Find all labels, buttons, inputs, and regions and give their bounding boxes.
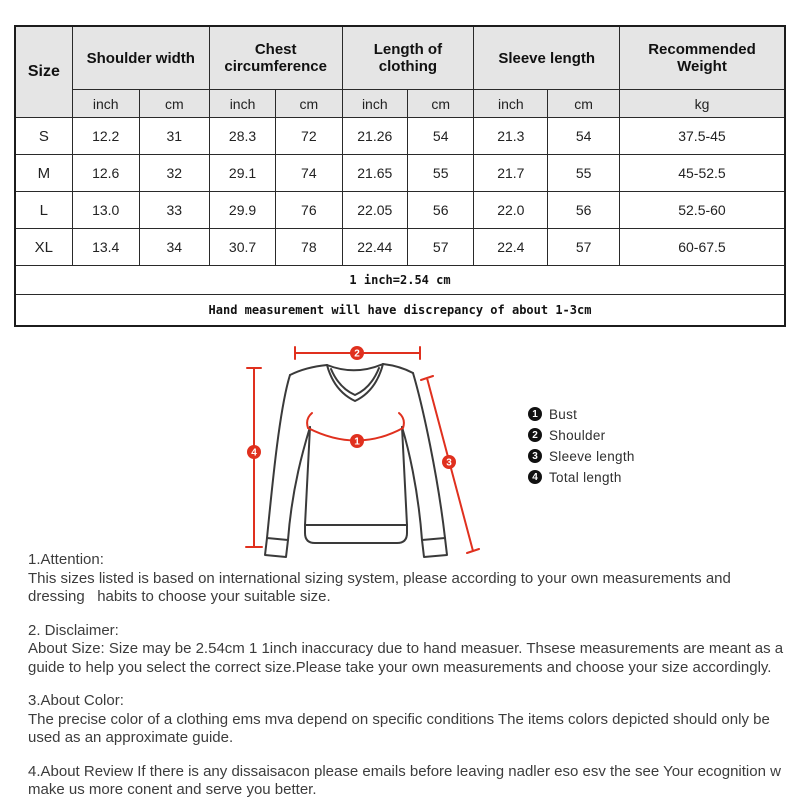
cell: 60-67.5 — [619, 229, 785, 266]
cell: 54 — [408, 118, 474, 155]
col-header-sleeve-length: Sleeve length — [474, 26, 620, 90]
legend-label: Total length — [549, 469, 622, 485]
note-inch-conversion: 1 inch=2.54 cm — [15, 266, 785, 295]
cell: 21.3 — [474, 118, 548, 155]
legend-number-3: 3 — [528, 449, 542, 463]
measurement-lines — [246, 347, 479, 553]
table-row-m — [15, 155, 785, 192]
subheader-cm: cm — [139, 90, 209, 118]
measure-markers — [247, 346, 456, 469]
table-note-inch — [15, 266, 785, 295]
cell: 29.1 — [209, 155, 275, 192]
cell: 28.3 — [209, 118, 275, 155]
cell: 52.5-60 — [619, 192, 785, 229]
size-chart-table — [14, 25, 786, 327]
table-row-l — [15, 192, 785, 229]
cell: 33 — [139, 192, 209, 229]
legend-label: Sleeve length — [549, 448, 635, 464]
subheader-inch: inch — [474, 90, 548, 118]
table-note-measurement — [15, 295, 785, 327]
cell: 21.26 — [342, 118, 408, 155]
size-label: XL — [15, 229, 72, 266]
cell: 22.44 — [342, 229, 408, 266]
about-color-section — [28, 692, 786, 748]
about-color-body: The precise color of a clothing ems mva depend on specific conditions The items colors depicted should only be used as an approximate guide. — [28, 710, 783, 746]
col-header-shoulder-width: Shoulder width — [72, 26, 209, 90]
cell: 78 — [276, 229, 342, 266]
size-label: M — [15, 155, 72, 192]
cell: 74 — [276, 155, 342, 192]
col-header-size: Size — [15, 26, 72, 118]
disclaimer-title: 2. Disclaimer: — [28, 621, 119, 639]
disclaimer-body: About Size: Size may be 2.54cm 1 1inch inaccuracy due to hand measuer. Thsese measurements are meant as a guide to help you select the correct size.Please take your own measurements and choose your size accordingly. — [28, 640, 796, 676]
notes-section — [28, 551, 796, 800]
subheader-inch: inch — [209, 90, 275, 118]
cell: 54 — [548, 118, 620, 155]
attention-body: This sizes listed is based on international sizing system, please according to your own measurements and dressing habits to choose your suitable size. — [28, 569, 736, 605]
subheader-inch: inch — [72, 90, 139, 118]
cell: 55 — [548, 155, 620, 192]
col-header-recommended-weight: Recommended Weight — [619, 26, 785, 90]
cell: 12.6 — [72, 155, 139, 192]
legend-number-2: 2 — [528, 428, 542, 442]
cell: 34 — [139, 229, 209, 266]
cell: 13.0 — [72, 192, 139, 229]
about-review-section — [28, 762, 794, 800]
cell: 12.2 — [72, 118, 139, 155]
cell: 32 — [139, 155, 209, 192]
col-header-length-of-clothing: Length of clothing — [342, 26, 474, 90]
cell: 72 — [276, 118, 342, 155]
legend-label: Bust — [549, 406, 578, 422]
table-row-s — [15, 118, 785, 155]
attention-title: 1.Attention: — [28, 551, 104, 568]
legend-item-bust — [528, 404, 635, 424]
cell: 22.05 — [342, 192, 408, 229]
size-label: L — [15, 192, 72, 229]
cell: 22.0 — [474, 192, 548, 229]
cell: 56 — [548, 192, 620, 229]
cell: 13.4 — [72, 229, 139, 266]
disclaimer-section — [28, 621, 796, 678]
subheader-cm: cm — [276, 90, 342, 118]
subheader-kg: kg — [619, 90, 785, 118]
sweater-outline — [265, 364, 447, 557]
cell: 57 — [548, 229, 620, 266]
cell: 21.65 — [342, 155, 408, 192]
attention-section — [28, 551, 786, 607]
legend-item-sleeve-length — [528, 446, 635, 466]
legend-item-shoulder — [528, 425, 635, 445]
cell: 56 — [408, 192, 474, 229]
cell: 57 — [408, 229, 474, 266]
marker-1-number: 1 — [354, 436, 360, 448]
cell: 76 — [276, 192, 342, 229]
subheader-cm: cm — [408, 90, 474, 118]
about-color-title: 3.About Color: — [28, 692, 124, 709]
legend-item-total-length — [528, 467, 635, 487]
cell: 21.7 — [474, 155, 548, 192]
legend-number-1: 1 — [528, 407, 542, 421]
cell: 55 — [408, 155, 474, 192]
marker-3-number: 3 — [446, 457, 452, 469]
size-label: S — [15, 118, 72, 155]
note-hand-measurement: Hand measurement will have discrepancy of about 1-3cm — [15, 295, 785, 327]
cell: 22.4 — [474, 229, 548, 266]
table-row-xl — [15, 229, 785, 266]
sweater-diagram — [230, 335, 530, 565]
subheader-inch: inch — [342, 90, 408, 118]
cell: 31 — [139, 118, 209, 155]
legend-number-4: 4 — [528, 470, 542, 484]
marker-2-number: 2 — [354, 348, 360, 360]
legend-label: Shoulder — [549, 427, 606, 443]
subheader-cm: cm — [548, 90, 620, 118]
cell: 45-52.5 — [619, 155, 785, 192]
cell: 37.5-45 — [619, 118, 785, 155]
measure-legend — [528, 404, 635, 488]
cell: 30.7 — [209, 229, 275, 266]
col-header-chest-circumference: Chest circumference — [209, 26, 342, 90]
cell: 29.9 — [209, 192, 275, 229]
about-review-body: 4.About Review If there is any dissaisacon please emails before leaving nadler eso esv the see Your ecognition w make us more conent and serve you better. — [28, 762, 794, 798]
marker-4-number: 4 — [251, 447, 257, 459]
